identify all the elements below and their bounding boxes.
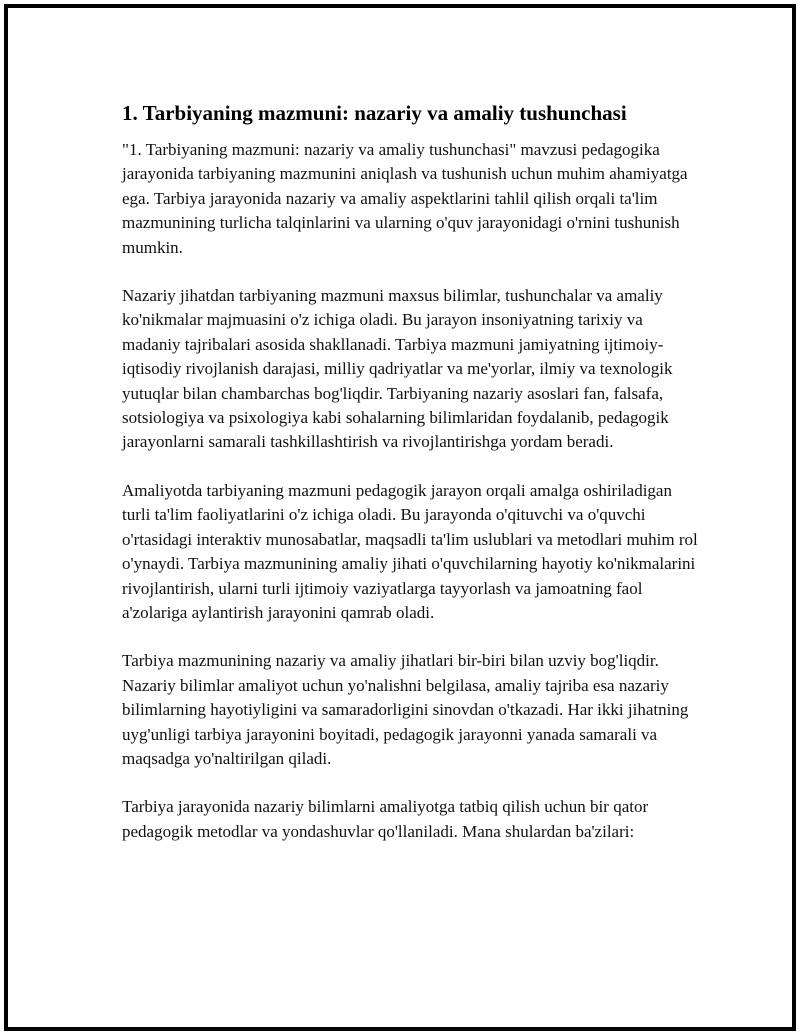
document-body [122,100,702,868]
paragraph-practical: Amaliyotda tarbiyaning mazmuni pedagogik jarayon orqali amalga oshiriladigan turli ta'lim faoliyatlarini o'z ichiga oladi. Bu jarayonda o'qituvchi va o'quvchi o'rtasidagi interaktiv munosabatlar, maqsadli ta'lim uslublari va metodlari muhim rol o'ynaydi. Tarbiya mazmunining amaliy jihati o'quvchilarning hayotiy ko'nikmalarini rivojlantirish, ularni turli ijtimoiy vaziyatlarga tayyorlash va jamoatning faol a'zolariga aylantirish jarayonini qamrab oladi. [122,480,698,622]
paragraph-theoretical: Nazariy jihatdan tarbiyaning mazmuni maxsus bilimlar, tushunchalar va amaliy ko'nikmalar majmuasini o'z ichiga oladi. Bu jarayon insoniyatning tarixiy va madaniy tajribalari asosida shakllanadi. Tarbiya mazmuni jamiyatning ijtimoiy-iqtisodiy rivojlanish darajasi, milliy qadriyatlar va me'yorlar, ilmiy va texnologik yutuqlar bilan chambarchas bog'liqdir. Tarbiyaning nazariy asoslari fan, falsafa, sotsiologiya va psixologiya kabi sohalarning bilimlaridan foydalanib, pedagogik jarayonlarni samarali tashkillashtirish va rivojlantirishga yordam beradi. [122,286,673,452]
paragraph-connection: Tarbiya mazmunining nazariy va amaliy jihatlari bir-biri bilan uzviy bog'liqdir. Nazariy bilimlar amaliyot uchun yo'nalishni belgilasa, amaliy tajriba esa nazariy bilimlarning hayotiyligini va samaradorligini sinovdan o'tkazadi. Har ikki jihatning uyg'unligi tarbiya jarayonini boyitadi, pedagogik jarayonni yanada samarali va maqsadga yo'naltirilgan qiladi. [122,651,689,768]
paragraph-methods: Tarbiya jarayonida nazariy bilimlarni amaliyotga tatbiq qilish uchun bir qator pedagogik metodlar va yondashuvlar qo'llaniladi. Mana shulardan ba'zilari: [122,797,649,841]
paragraph-intro: "1. Tarbiyaning mazmuni: nazariy va amaliy tushunchasi" mavzusi pedagogika jarayonida tarbiyaning mazmunini aniqlash va tushunish uchun muhim ahamiyatga ega. Tarbiya jarayonida nazariy va amaliy aspektlarini tahlil qilish orqali ta'lim mazmunining turlicha talqinlarini va ularning o'quv jarayonidagi o'rnini tushunish mumkin. [122,140,688,257]
section-heading: 1. Tarbiyaning mazmuni: nazariy va amaliy tushunchasi [122,101,627,125]
page-frame [4,4,796,1031]
